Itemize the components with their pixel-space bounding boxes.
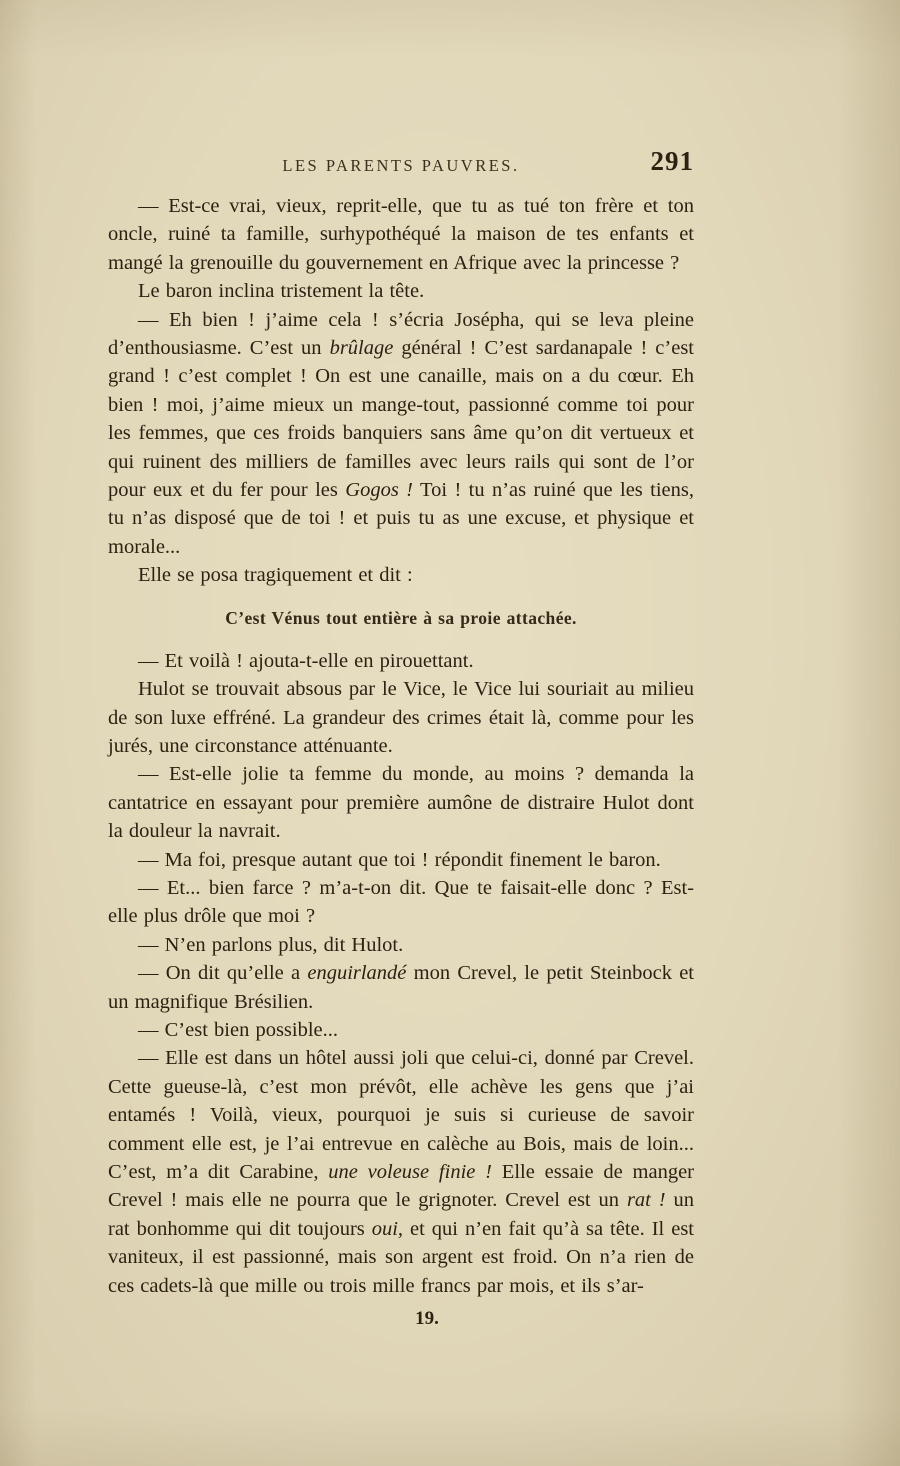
paragraph	[108, 675, 694, 760]
text-column	[108, 146, 695, 1330]
page-header	[108, 146, 694, 192]
page-number: 291	[650, 146, 694, 176]
italic-text-run: rat !	[626, 1189, 666, 1212]
text-run: — Ma foi, presque autant que toi ! répondit finement le baron.	[138, 848, 661, 871]
text-run: — Est-elle jolie ta femme du monde, au moins ? demanda la cantatrice en essayant pour première aumône de distraire Hulot dont la douleur la navrait.	[108, 763, 694, 843]
running-title: LES PARENTS PAUVRES.	[282, 156, 520, 175]
text-run: C’est Vénus tout entière à sa proie attachée.	[225, 607, 577, 628]
paragraph	[108, 561, 694, 589]
text-run: Toi ! tu n’as ruiné que les tiens, tu n’as disposé que de toi ! et puis tu as une excuse, et physique et morale...	[108, 479, 695, 558]
paragraph	[108, 846, 694, 874]
text-run: Elle essaie de manger Crevel ! mais elle ne pourra que le grignoter. Crevel est un	[108, 1161, 694, 1212]
italic-text-run: une voleuse finie !	[328, 1161, 492, 1183]
paragraph	[108, 760, 694, 845]
text-run: — N’en parlons plus, dit Hulot.	[138, 933, 404, 956]
text-run: — Eh bien ! j’aime cela ! s’écria Josépha, qui se leva pleine d’enthousiasme. C’est un	[108, 308, 694, 360]
paragraph	[108, 874, 694, 931]
text-run: — Est-ce vrai, vieux, reprit-elle, que tu as tué ton frère et ton oncle, ruiné ta famille, surhypothéqué la maison de tes enfants et mangé la grenouille du gouvernement en Afrique avec la princesse ?	[108, 195, 694, 274]
paragraph	[108, 647, 694, 675]
italic-text-run: oui,	[371, 1217, 404, 1240]
paragraph	[108, 1044, 694, 1300]
text-block	[108, 192, 694, 1300]
text-run: général ! C’est sardanapale ! c’est grand ! c’est complet ! On est une canaille, mais on a du cœur. Eh bien ! moi, j’aime mieux un mange-tout, passionné comme toi pour les femmes, que ces froids banquiers sans âme qu’on dit vertueux et qui ruinent des milliers de familles avec leurs rails qui sont de l’or pour eux et du fer pour les	[108, 337, 694, 502]
paragraph	[108, 306, 694, 562]
paragraph	[108, 1016, 694, 1044]
italic-text-run: brûlage	[329, 337, 394, 360]
italic-text-run: Gogos !	[345, 479, 414, 502]
text-run: Le baron inclina tristement la tête.	[138, 280, 425, 303]
text-run: Hulot se trouvait absous par le Vice, le Vice lui souriait au milieu de son luxe effréné. La grandeur des crimes était là, comme pour les jurés, une circonstance atténuante.	[108, 678, 694, 757]
italic-text-run: enguirlandé	[307, 962, 407, 985]
paragraph	[108, 931, 694, 959]
paragraph	[108, 959, 694, 1016]
paragraph	[108, 192, 694, 277]
signature-mark: 19.	[415, 1308, 439, 1330]
text-run: et qui n’en fait qu’à sa tête. Il est vaniteux, il est passionné, mais son argent est froid. On n’a rien de ces cadets-là que mille ou trois mille francs par mois, et ils s’ar-	[108, 1217, 694, 1297]
text-run: — Elle est dans un hôtel aussi joli que celui-ci, donné par Crevel. Cette gueuse-là, c’est mon prévôt, elle achève les gens que j’ai entamés ! Voilà, vieux, pourquoi je suis si curieuse de savoir comment elle est, je l’ai entrevue en calèche au Bois, mais de loin... C’est, m’a dit Carabine,	[108, 1047, 694, 1183]
text-run: — C’est bien possible...	[138, 1018, 339, 1041]
paragraph	[108, 277, 694, 305]
text-run: un rat bonhomme qui dit toujours	[108, 1189, 694, 1240]
text-run: Elle se posa tragiquement et dit :	[138, 564, 413, 587]
text-run: — Et... bien farce ? m’a-t-on dit. Que te faisait-elle donc ? Est-elle plus drôle que moi ?	[108, 876, 694, 928]
text-run: — On dit qu’elle a	[138, 962, 308, 985]
text-run: mon Crevel, le petit Steinbock et un magnifique Brésilien.	[108, 962, 694, 1013]
text-run: — Et voilà ! ajouta-t-elle en pirouettant.	[138, 649, 474, 672]
verse-line	[108, 607, 694, 629]
